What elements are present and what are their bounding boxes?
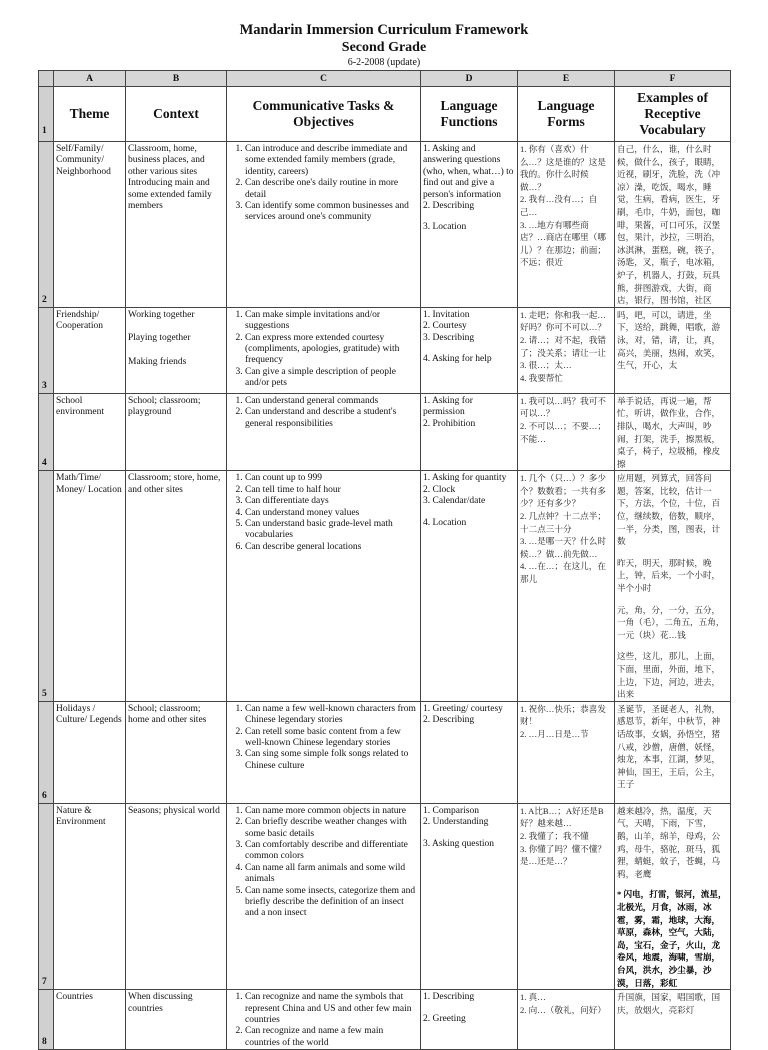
header-forms: Language Forms (518, 87, 615, 142)
theme-text: Math/Time/ Money/ Location (56, 473, 122, 495)
task-item: 3. Can differentiate days (245, 496, 418, 507)
table-row (39, 471, 731, 702)
column-letter: B (126, 71, 227, 87)
vocab-group: 这些，这儿，那儿，上面，下面，里面，外面，地下，上边，下边，河边，进去，出来 (617, 651, 721, 700)
theme-text: Countries (56, 992, 93, 1003)
function-item: 1. Asking for quantity (423, 473, 507, 484)
function-item: 3. Asking question (423, 838, 494, 849)
column-letter: C (227, 71, 421, 87)
function-item: 1. Invitation (423, 309, 470, 320)
vocab-cell (615, 990, 731, 1050)
document-title: Mandarin Immersion Curriculum Framework (239, 22, 529, 38)
task-item: 4. Can understand money values (245, 508, 418, 519)
task-item: 1. Can recognize and name the symbols that represent China and US and other few main countries (245, 992, 418, 1026)
form-item: 1. 你有（喜欢）什么…？这是谁的？这是我的。你什么时候做…？ (520, 144, 606, 192)
tasks-cell (227, 393, 421, 471)
function-item: 1. Greeting/ courtesy (423, 703, 503, 714)
function-item: 2. Prohibition (423, 418, 476, 429)
context-line: Making friends (128, 356, 187, 367)
task-item: 3. Can comfortably describe and differentiate common colors (245, 840, 418, 863)
forms-cell (518, 701, 615, 803)
context-line: School; classroom; playground (128, 395, 201, 418)
vocab-text: 圣诞节，圣诞老人，礼物，感恩节，新年，中秋节，神话故事，女娲，孙悟空，猪八戒，沙僧，唐僧，妖怪，烛龙，本事，江湖，梦见，神仙，国王，王后，公主，王子 (617, 703, 721, 790)
task-item: 1. Can introduce and describe immediate and some extended family members (grade, identity, careers) (245, 144, 418, 178)
row-number: 3 (39, 307, 54, 393)
theme-cell (54, 393, 126, 471)
function-item: 2. Describing (423, 201, 475, 212)
column-letter-row (39, 71, 731, 87)
functions-cell (421, 393, 518, 471)
vocab-group: 昨天，明天，那时候，晚上，钟，后来，一个小时，半个小时 (617, 557, 721, 594)
context-line: Classroom, home, business places, and other various sites (128, 144, 205, 177)
context-line: When discussing countries (128, 992, 193, 1014)
row-number: 5 (39, 471, 54, 702)
context-line: Introducing main and some extended family members (128, 178, 212, 212)
functions-cell (421, 307, 518, 393)
form-item: 2. 几点钟？十二点半；十二点三十分 (520, 511, 606, 534)
function-item: 3. Calendar/date (423, 496, 486, 507)
functions-cell (421, 990, 518, 1050)
corner-cell (39, 71, 54, 87)
vocab-bold-text: * 闪电，打雷，银河，流星，北极光，月食，冰雨，冰雹，雾，霜，地球，大海，草原，森林，空气，大陆，岛，宝石，金子，火山，龙卷风，地震，海啸，雪崩，台风，洪水，沙尘暴，沙漠，日落，彩虹 (617, 889, 727, 988)
task-item: 4. Can name all farm animals and some wild animals (245, 863, 418, 886)
form-item: 3. …地方有哪些商店？…商店在哪里（哪儿）？在那边；前面；不远；很近 (520, 219, 606, 268)
header-functions: Language Functions (421, 87, 518, 142)
functions-cell (421, 701, 518, 803)
function-item: 2. Greeting (423, 1013, 466, 1024)
task-item: 3. Can give a simple description of people and/or pets (245, 367, 418, 390)
theme-cell (54, 142, 126, 308)
vocab-text: 越来越冷，热，温度，天气，天晴，下雨，下雪，鹅，山羊，绵羊，母鸡，公鸡，母牛，骆驼，斑马，狐狸，蜻蜓，蚊子，苍蝇，乌鸦，老鹰 (617, 805, 721, 879)
function-item: 3. Describing (423, 332, 475, 343)
curriculum-table (38, 70, 731, 1050)
task-item: 2. Can tell time to half hour (245, 485, 418, 496)
task-item: 5. Can name some insects, categorize them and briefly describe the definition of an insect and a non insect (245, 886, 418, 920)
form-item: 1. 祝你…快乐；恭喜发财！ (520, 703, 606, 727)
tasks-cell (227, 142, 421, 308)
row-number: 4 (39, 393, 54, 471)
forms-cell (518, 471, 615, 702)
header-theme: Theme (54, 87, 126, 142)
function-item: 1. Describing (423, 992, 475, 1003)
form-item: 2. 我有…没有…；自己… (520, 194, 598, 217)
context-cell (126, 393, 227, 471)
form-item: 1. 几个（只…）？多少个？数数看；一共有多少？还有多少？ (520, 473, 606, 509)
task-item: 1. Can name a few well-known characters from Chinese legendary stories (245, 704, 418, 727)
header-row (39, 87, 731, 142)
document-date: 6-2-2008 (update) (347, 57, 421, 68)
forms-cell (518, 990, 615, 1050)
header-context: Context (126, 87, 227, 142)
form-item: 2. …月…日是…节 (520, 728, 589, 739)
form-item: 3. 很…；太… (520, 360, 572, 371)
functions-cell (421, 142, 518, 308)
task-item: 2. Can retell some basic content from a few well-known Chinese legendary stories (245, 727, 418, 750)
task-item: 2. Can briefly describe weather changes with some basic details (245, 817, 418, 840)
function-item: 1. Asking and answering questions (who, when, what…) to find out and give a person's information (423, 144, 514, 200)
theme-text: Nature & Environment (56, 805, 106, 828)
header-tasks: Communicative Tasks & Objectives (227, 87, 421, 142)
form-item: 1. 真… (520, 992, 546, 1003)
context-cell (126, 990, 227, 1050)
row-number: 6 (39, 701, 54, 803)
theme-text: Holidays / Culture/ Legends (56, 703, 122, 726)
forms-cell (518, 142, 615, 308)
task-item: 2. Can express more extended courtesy (compliments, apologies, gratitude) with frequency (245, 333, 418, 367)
context-line: Seasons; physical world (128, 805, 220, 816)
theme-text: School environment (56, 395, 105, 418)
task-item: 3. Can sing some simple folk songs related to Chinese culture (245, 749, 418, 772)
tasks-cell (227, 803, 421, 989)
row-number: 7 (39, 803, 54, 989)
table-row (39, 142, 731, 308)
table-row (39, 307, 731, 393)
column-letter: F (615, 71, 731, 87)
form-item: 2. 请…；对不起，我错了；没关系；请让一让 (520, 334, 606, 358)
header-vocabulary: Examples of Receptive Vocabulary (615, 87, 731, 142)
task-item: 2. Can recognize and name a few main countries of the world (245, 1026, 418, 1049)
theme-text: Self/Family/ Community/ Neighborhood (56, 144, 111, 177)
context-line: Working together (128, 309, 195, 320)
context-cell (126, 307, 227, 393)
form-item: 4. …在…；在这儿，在那儿 (520, 561, 606, 585)
vocab-cell (615, 142, 731, 308)
function-item: 1. Comparison (423, 805, 479, 816)
context-cell (126, 701, 227, 803)
context-line: School; classroom; home and other sites (128, 703, 207, 726)
form-item: 1. 走吧；你和我一起…好吗？你可不可以…？ (520, 309, 606, 333)
tasks-cell (227, 990, 421, 1050)
task-item: 1. Can make simple invitations and/or suggestions (245, 310, 418, 333)
vocab-text: 举手说话，再说一遍，帮忙，听讲，做作业，合作，排队，喝水，大声叫，吵闹，打架，洗手，擦黑板，桌子，椅子，垃圾桶，橡皮擦 (617, 395, 721, 469)
task-item: 1. Can name more common objects in nature (245, 806, 418, 817)
form-item: 3. 你懂了吗？懂不懂？是…还是…？ (520, 843, 606, 867)
vocab-cell (615, 701, 731, 803)
task-item: 3. Can identify some common businesses and services around one's community (245, 201, 418, 224)
vocab-text: 升国旗，国家，唱国歌，国庆，放烟火，亮彩灯 (617, 992, 721, 1015)
task-item: 2. Can understand and describe a student's general responsibilities (245, 407, 418, 430)
vocab-text: 吗，吧，可以，请进，坐下，送给，跳舞，唱歌，游泳，对，错，请，让，真，高兴，美丽，热闹，欢笑，生气，开心，太 (617, 309, 721, 371)
column-letter: E (518, 71, 615, 87)
context-line: Classroom; store, home, and other sites (128, 473, 221, 495)
theme-cell (54, 471, 126, 702)
task-item: 5. Can understand basic grade-level math vocabularies (245, 519, 418, 542)
vocab-group: 应用题，列算式，回答问题，答案，比较，估计一下，方法，个位，十位，百位，继续数，倍数，顺序，一半，分类，图，图表，计数 (617, 473, 721, 547)
column-letter: A (54, 71, 126, 87)
vocab-cell (615, 471, 731, 702)
function-item: 2. Courtesy (423, 321, 467, 332)
functions-cell (421, 803, 518, 989)
forms-cell (518, 393, 615, 471)
function-item: 3. Location (423, 222, 467, 233)
forms-cell (518, 803, 615, 989)
function-item: 2. Describing (423, 715, 475, 726)
theme-cell (54, 990, 126, 1050)
form-item: 1. A比B…；A好还是B好？越来越… (520, 805, 604, 829)
context-cell (126, 803, 227, 989)
forms-cell (518, 307, 615, 393)
tasks-cell (227, 471, 421, 702)
functions-cell (421, 471, 518, 702)
task-item: 6. Can describe general locations (245, 542, 418, 553)
document-subtitle: Second Grade (341, 40, 427, 55)
theme-cell (54, 803, 126, 989)
task-item: 2. Can describe one's daily routine in more detail (245, 178, 418, 201)
theme-text: Friendship/ Cooperation (56, 309, 103, 332)
table-row (39, 393, 731, 471)
task-item: 1. Can understand general commands (245, 396, 418, 407)
theme-cell (54, 701, 126, 803)
form-item: 4. 我要帮忙 (520, 372, 563, 383)
table-row (39, 701, 731, 803)
tasks-cell (227, 307, 421, 393)
vocab-cell (615, 803, 731, 989)
vocab-cell (615, 307, 731, 393)
task-item: 1. Can count up to 999 (245, 473, 418, 484)
table-row (39, 803, 731, 989)
form-item: 3. …是哪一天？什么时候…？做…前先做… (520, 536, 606, 559)
tasks-cell (227, 701, 421, 803)
column-letter: D (421, 71, 518, 87)
function-item: 2. Clock (423, 484, 456, 495)
form-item: 1. 我可以…吗？我可不可以…？ (520, 395, 606, 419)
row-number: 8 (39, 990, 54, 1050)
theme-cell (54, 307, 126, 393)
context-cell (126, 471, 227, 702)
table-row (39, 990, 731, 1050)
vocab-cell (615, 393, 731, 471)
vocab-text: 自己，什么，谁，什么时候，做什么，孩子，眼睛，近视，刷牙，洗脸，洗（冲凉）澡，吃饭，喝水，睡觉，生病，看病，医生，牙刷，毛巾，牛奶，面包，咖啡，果酱，可口可乐，汉堡包，果汁，沙拉，三明治，冰淇淋，蛋糕，碗，筷子，汤匙，叉，瓶子，电冰箱，炉子，机器人，打鼓，玩具熊，拼图游戏，大街，商店，银行，图书馆，社区 (617, 144, 721, 306)
function-item: 2. Understanding (423, 817, 489, 828)
row-number: 1 (39, 87, 54, 142)
context-line: Playing together (128, 333, 191, 344)
form-item: 2. 我懂了；我不懂 (520, 830, 589, 841)
vocab-group: 元，角，分，一分，五分，一角（毛），二角五，五角，一元（块）花…钱 (617, 604, 725, 640)
function-item: 1. Asking for permission (423, 395, 473, 418)
function-item: 4. Location (423, 517, 467, 528)
form-item: 2. 向…（敬礼，问好） (520, 1004, 606, 1015)
row-number: 2 (39, 142, 54, 308)
function-item: 4. Asking for help (423, 353, 492, 364)
context-cell (126, 142, 227, 308)
form-item: 2. 不可以…；不要…；不能… (520, 420, 606, 444)
